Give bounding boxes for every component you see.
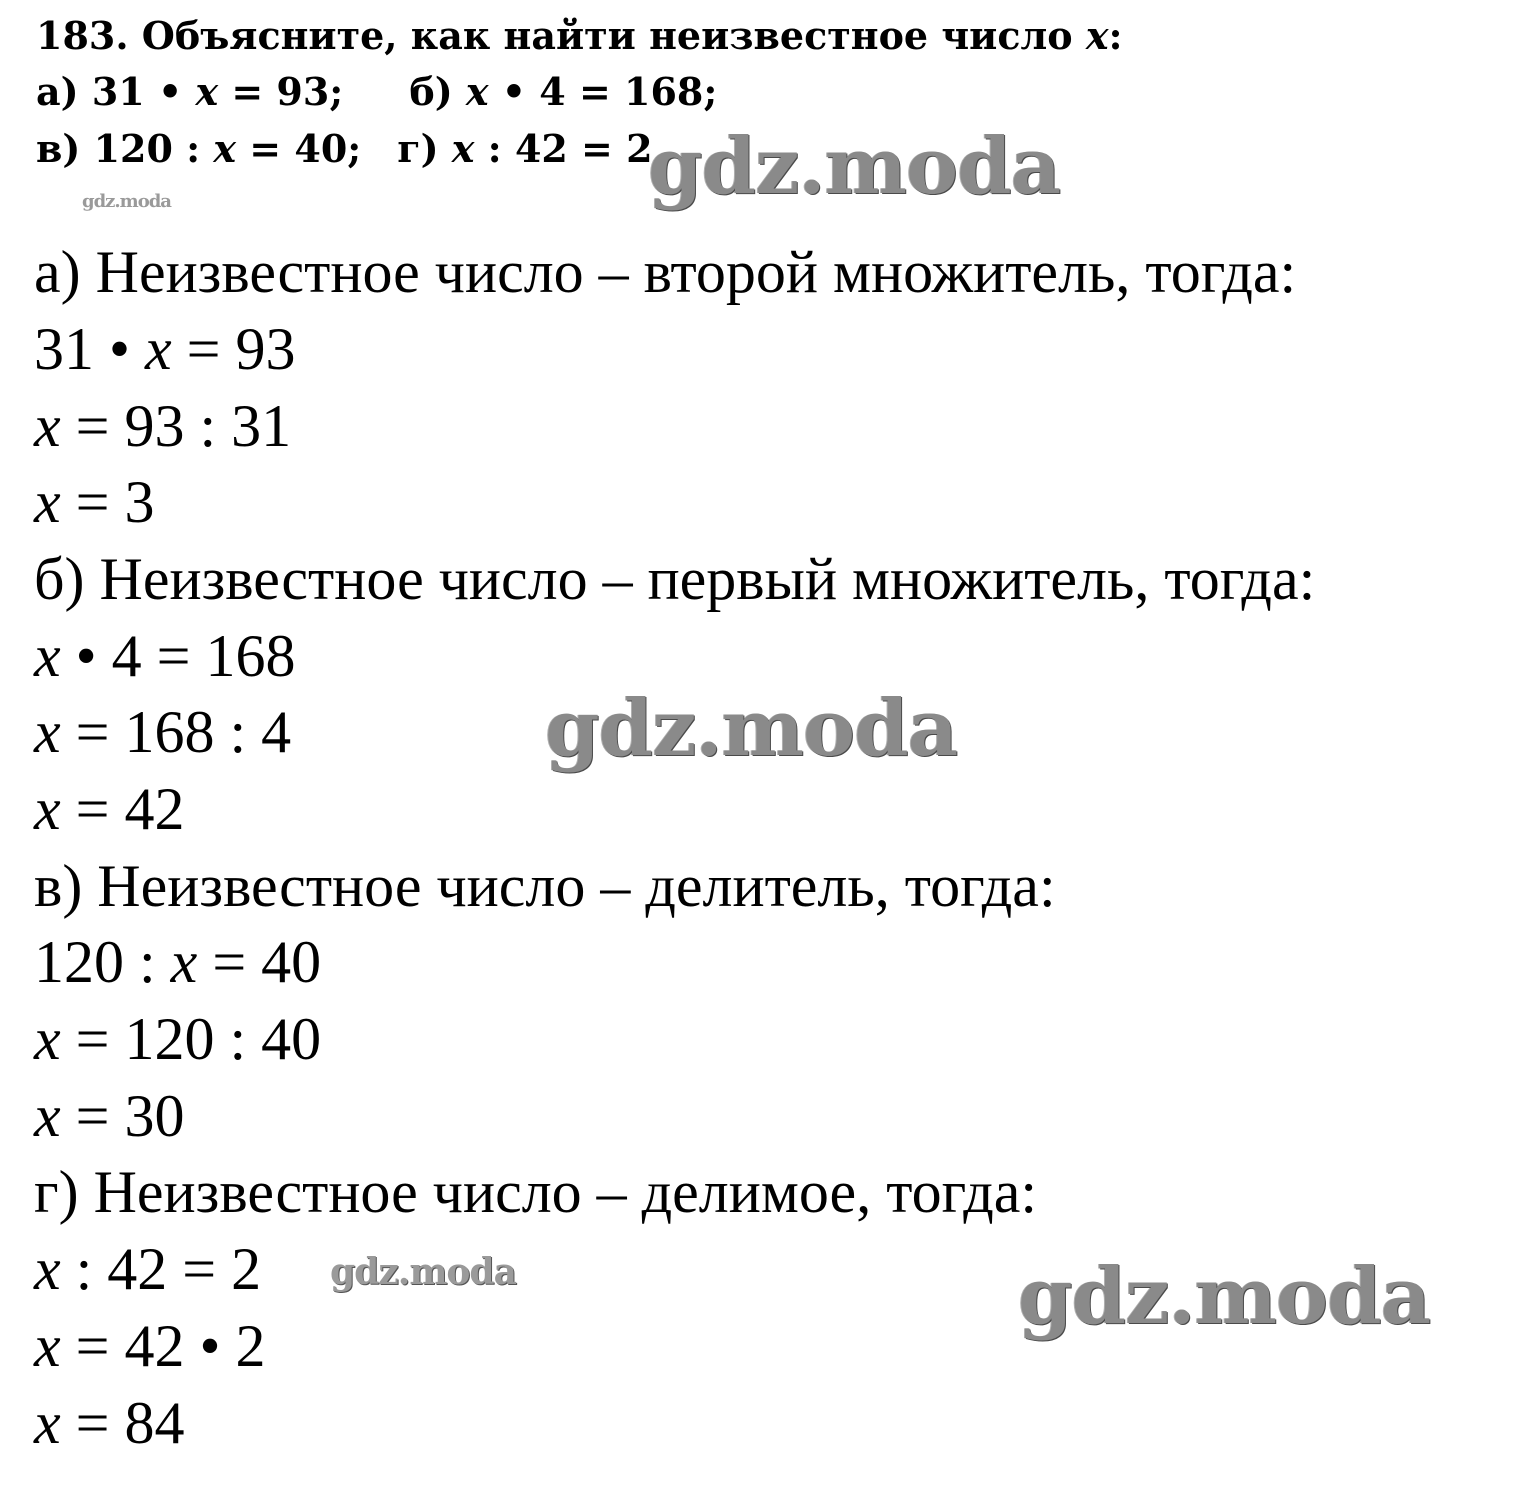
solution-a-intro: а) Неизвестное число – второй множитель, тогда: [34,239,1297,305]
solution-b-answer: x = 42 [34,776,185,842]
solution-b-equation: x • 4 = 168 [34,623,296,689]
solution-b-step: x = 168 : 4 [34,699,292,765]
watermark-middle: gdz.moda [545,683,958,774]
task-b-variable: x [465,69,489,114]
watermark-small: gdz.moda [82,191,171,212]
task-b-label: б) [409,69,466,114]
solution-d-answer: x = 84 [34,1390,185,1456]
solution-d-step: x = 42 • 2 [34,1313,266,1379]
solution-c-intro: в) Неизвестное число – делитель, тогда: [34,853,1056,919]
task-d-variable: x [451,126,475,171]
task-header-variable: x [1085,13,1109,58]
task-b-equation: • 4 = 168; [488,69,718,114]
task-c-equation: = 40; [236,126,362,171]
task-c-label: в) 120 : [36,126,214,171]
task-a-variable: x [195,69,219,114]
watermark-top: gdz.moda [648,121,1061,212]
solution-c-step: x = 120 : 40 [34,1006,322,1072]
task-d-equation: : 42 = 2. [474,126,666,171]
solution-d-intro: г) Неизвестное число – делимое, тогда: [34,1159,1038,1225]
task-a-equation: = 93; [218,69,344,114]
solution-c-answer: x = 30 [34,1083,185,1149]
task-header-text: 183. Объясните, как найти неизвестное число [36,13,1086,58]
solution-a-equation: 31 • x = 93 [34,316,296,382]
task-d-label: г) [397,126,452,171]
task-a-label: а) 31 • [36,69,196,114]
solution-c-equation: 120 : x = 40 [34,929,322,995]
task-header [36,8,1123,64]
task-header-colon: : [1108,13,1123,58]
solution-a-step: x = 93 : 31 [34,393,292,459]
task-row-2 [36,121,666,177]
solution-a-answer: x = 3 [34,469,155,535]
task-c-variable: x [213,126,237,171]
watermark-bottom: gdz.moda [1018,1251,1431,1342]
solution-d-equation: x : 42 = 2 [34,1236,262,1302]
watermark-inline: gdz.moda [330,1251,516,1293]
solution-b-intro: б) Неизвестное число – первый множитель, тогда: [34,546,1316,612]
task-row-1 [36,64,717,120]
